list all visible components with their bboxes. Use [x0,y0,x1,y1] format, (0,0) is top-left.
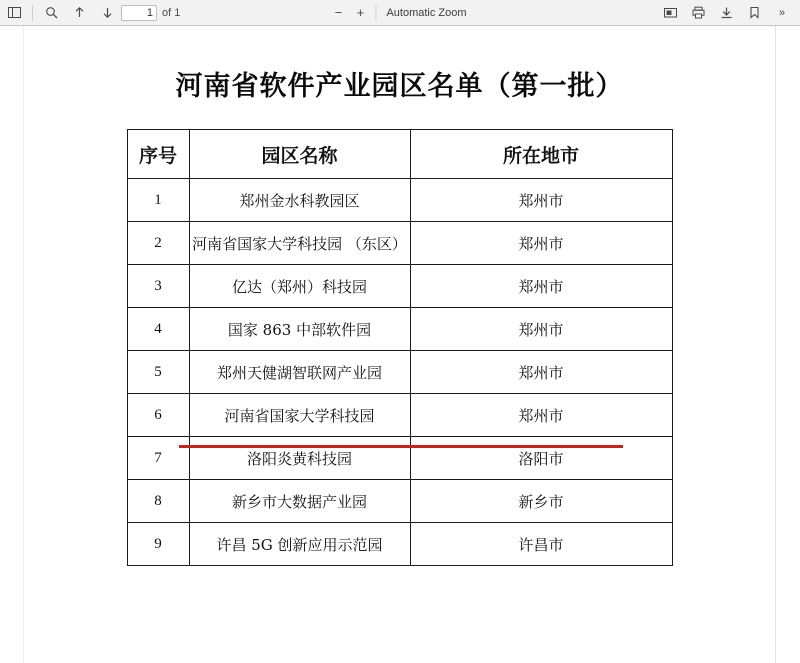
table-row [127,265,672,308]
table-row [127,523,672,566]
cell-park-name: 洛阳炎黄科技园 [189,437,410,480]
cell-city: 郑州市 [410,222,672,265]
cell-park-name: 郑州金水科教园区 [189,179,410,222]
cell-park-name: 国家 863 中部软件园 [189,308,410,351]
page-count-label: of 1 [162,6,181,19]
tools-menu-button[interactable]: » [778,6,786,19]
column-header-index: 序号 [127,130,189,179]
bookmark-icon[interactable] [741,2,767,24]
toolbar-zoom-group [327,3,472,23]
download-icon[interactable] [713,2,739,24]
column-header-city: 所在地市 [410,130,672,179]
cell-index: 5 [127,351,189,394]
cell-park-name: 亿达（郑州）科技园 [189,265,410,308]
cell-city: 郑州市 [410,179,672,222]
table-row-highlighted [127,437,672,480]
cell-index: 7 [127,437,189,480]
toolbar-divider-1 [32,5,33,21]
cell-park-name: 河南省国家大学科技园 （东区） [189,222,410,265]
presentation-mode-icon[interactable] [657,2,683,24]
table-header-row [127,130,672,179]
viewer-left-margin [0,26,24,663]
toolbar-right-group [656,2,796,24]
cell-city: 郑州市 [410,265,672,308]
toolbar-divider-2 [375,5,376,21]
cell-index: 4 [127,308,189,351]
cell-park-name: 许昌 5G 创新应用示范园 [189,523,410,566]
page-title: 河南省软件产业园区名单（第一批） [175,71,624,102]
cell-index: 6 [127,394,189,437]
page-number-input[interactable] [121,5,157,21]
pdf-toolbar [0,0,800,26]
search-icon[interactable] [38,2,64,24]
next-page-button[interactable] [94,2,120,24]
pdf-viewer-area [0,26,800,663]
previous-page-button[interactable] [66,2,92,24]
sidebar-toggle-icon[interactable] [1,2,27,24]
zoom-in-button[interactable]: + [356,5,365,20]
table-row [127,394,672,437]
print-icon[interactable] [685,2,711,24]
cell-city: 郑州市 [410,351,672,394]
cell-index: 1 [127,179,189,222]
table-row [127,351,672,394]
cell-city: 洛阳市 [410,437,672,480]
viewer-right-margin [777,26,800,663]
column-header-park-name: 园区名称 [189,130,410,179]
table-row [127,222,672,265]
cell-index: 3 [127,265,189,308]
cell-city: 郑州市 [410,308,672,351]
zoom-level-select[interactable]: Automatic Zoom [386,6,467,19]
cell-index: 8 [127,480,189,523]
table-row [127,480,672,523]
zoom-out-button[interactable]: − [334,5,343,20]
table-row [127,308,672,351]
pdf-page-1 [24,26,776,663]
cell-park-name: 新乡市大数据产业园 [189,480,410,523]
cell-index: 2 [127,222,189,265]
toolbar-left-group [0,0,180,25]
cell-city: 郑州市 [410,394,672,437]
table-row [127,179,672,222]
software-park-table [127,129,673,566]
cell-city: 许昌市 [410,523,672,566]
cell-park-name: 郑州天健湖智联网产业园 [189,351,410,394]
cell-index: 9 [127,523,189,566]
cell-city: 新乡市 [410,480,672,523]
cell-park-name: 河南省国家大学科技园 [189,394,410,437]
red-underline-annotation [179,445,623,448]
